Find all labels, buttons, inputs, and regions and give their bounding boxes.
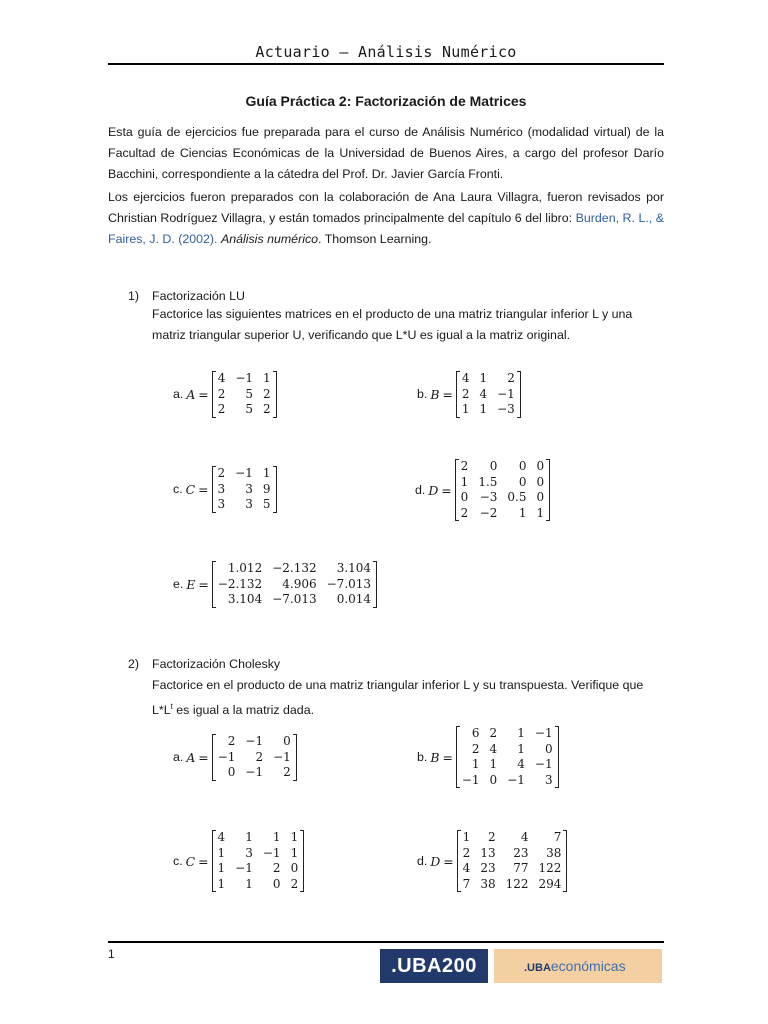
reference-book: Análisis numérico — [220, 232, 319, 246]
matrix-row — [212, 497, 276, 513]
matrix — [455, 459, 550, 521]
section-1-title: Factorización LU — [152, 289, 245, 303]
matrix-label: d. — [415, 483, 426, 497]
matrix-cell: 23 — [513, 845, 529, 860]
matrix-cell: 0 — [290, 861, 299, 875]
matrix-variable: D — [428, 482, 439, 498]
matrix-cell: 0 — [460, 490, 469, 504]
intro-paragraph-1: Esta guía de ejercicios fue preparada para el curso de Análisis Numérico (modalidad virtual) de la Facultad de Ciencias Económicas de la Universidad de Buenos Aires, a cargo del profesor Darío Bacchini, correspondiente a la cátedra del Prof. Dr. Javier García Fronti. — [108, 125, 664, 181]
matrix-cell: 1 — [479, 402, 488, 416]
matrix-variable: B — [430, 386, 440, 402]
matrix-cell: −2 — [479, 505, 498, 520]
matrix-brackets — [212, 734, 297, 781]
matrix-row — [212, 846, 304, 862]
footer-rule — [108, 941, 664, 943]
matrix-row — [455, 506, 549, 522]
matrix-cell: 2 — [460, 505, 469, 520]
section-2-text — [152, 675, 652, 721]
matrix-row — [212, 734, 296, 750]
matrix-brackets — [457, 830, 568, 892]
uba200-logo — [380, 949, 488, 983]
matrix-row — [457, 877, 567, 893]
matrix-brackets — [212, 371, 277, 418]
matrix-cell: 5 — [262, 497, 271, 511]
matrix-cell: 2 — [283, 765, 291, 779]
matrix-cell: 2 — [255, 749, 264, 764]
matrix-cell: −1 — [534, 726, 553, 740]
matrix-cell: 4 — [517, 757, 525, 771]
matrix-cell: 4 — [462, 861, 471, 875]
matrix-cell: 0 — [536, 474, 545, 489]
matrix-cell: 3 — [217, 481, 226, 496]
matrix-item — [415, 459, 550, 521]
matrix-variable: E — [186, 576, 196, 592]
matrix-label: e. — [173, 577, 184, 592]
matrix-cell: 1 — [245, 830, 253, 844]
matrix-cell: 38 — [546, 845, 562, 860]
matrix-cell: 0 — [272, 876, 281, 891]
matrix-cell: 1 — [479, 371, 488, 385]
matrix-cell: 0 — [536, 459, 545, 473]
matrix-cell: 1 — [272, 830, 281, 844]
matrix-cell: 1 — [517, 741, 525, 756]
matrix-cell: 2 — [217, 466, 226, 480]
matrix-cell: 2 — [227, 734, 236, 748]
matrix-cell: 1 — [536, 505, 545, 520]
matrix-cell: −1 — [507, 772, 525, 787]
matrix-cell: 4 — [461, 371, 470, 385]
matrix-item — [417, 371, 521, 418]
matrix-row — [456, 402, 520, 418]
matrix-variable: A — [186, 749, 196, 765]
matrix-cell: 0 — [518, 474, 527, 489]
equals-sign: = — [443, 853, 454, 869]
matrix-row — [212, 830, 304, 846]
matrix-variable: C — [185, 853, 196, 869]
matrix-cell: 0 — [227, 765, 236, 779]
matrix-cell: −1 — [273, 749, 291, 764]
doc-title: Guía Práctica 2: Factorización de Matrices — [245, 93, 527, 109]
matrix-cell: −3 — [497, 402, 515, 416]
matrix-cell: 1 — [517, 726, 525, 740]
matrix-cell: −1 — [461, 772, 480, 787]
matrix-row — [457, 830, 567, 846]
matrix-cell: −1 — [217, 749, 236, 764]
matrix-cell: 2 — [487, 830, 496, 844]
matrix-cell: 3 — [245, 497, 253, 511]
equals-sign: = — [198, 576, 209, 592]
matrix-cell: −2.132 — [217, 576, 263, 591]
matrix-cell: 3.104 — [227, 592, 263, 606]
matrix-cell: 0 — [489, 772, 498, 787]
matrix-cell: 2 — [471, 741, 480, 756]
matrix-cell: 0.5 — [507, 490, 527, 504]
matrix-item — [417, 726, 559, 788]
matrix-cell: 1 — [262, 466, 271, 480]
matrix-cell: 122 — [505, 876, 529, 891]
matrix-row — [456, 757, 558, 773]
matrix-cell: 2 — [489, 726, 498, 740]
matrix — [456, 371, 521, 418]
matrix-label: d. — [417, 854, 428, 868]
section-2-text-b: es igual a la matriz dada. — [172, 703, 315, 718]
matrix — [456, 726, 559, 788]
matrix-row — [212, 371, 276, 387]
matrix-label: b. — [417, 387, 428, 402]
matrix-cell: −1 — [497, 386, 515, 401]
matrix-cell: −1 — [235, 466, 253, 480]
matrix-cell: 1 — [290, 845, 299, 860]
reference-authors: Burden, R. L., & Faires, J. D. (2002). — [108, 211, 665, 246]
matrix-cell: 6 — [471, 726, 480, 740]
matrix-cell: 1 — [263, 371, 271, 385]
matrix-cell: −7.013 — [272, 592, 317, 606]
matrix-cell: 2 — [461, 386, 470, 401]
matrix-cell: 2 — [462, 845, 471, 860]
matrix-row — [457, 846, 567, 862]
matrix-cell: 3 — [245, 481, 253, 496]
matrix-cell: 9 — [262, 481, 271, 496]
matrix-cell: −3 — [479, 490, 498, 504]
matrix-cell: −1 — [235, 371, 254, 385]
matrix-row — [212, 387, 276, 403]
matrix-cell: 1 — [461, 402, 470, 416]
matrix-item — [173, 830, 304, 892]
matrix-cell: 4 — [489, 741, 498, 756]
matrix-cell: 7 — [553, 830, 562, 844]
matrix — [212, 830, 305, 892]
matrix-row — [212, 592, 376, 608]
matrix-variable: D — [430, 853, 441, 869]
matrix-cell: 1 — [462, 830, 471, 844]
equals-sign: = — [198, 386, 209, 402]
matrix-brackets — [212, 466, 277, 513]
equals-sign: = — [441, 482, 452, 498]
matrix-brackets — [212, 561, 377, 608]
matrix-row — [457, 861, 567, 877]
section-2-number: 2) — [128, 657, 140, 671]
matrix-row — [456, 371, 520, 387]
matrix-cell: 5 — [245, 402, 254, 416]
matrix-row — [212, 482, 276, 498]
matrix — [212, 734, 297, 781]
transpose-superscript: t — [170, 702, 173, 711]
matrix-cell: 0 — [283, 734, 291, 748]
matrix-row — [212, 861, 304, 877]
matrix-label: c. — [173, 482, 183, 497]
matrix-cell: 5 — [245, 386, 254, 401]
matrix-cell: 4 — [520, 830, 529, 844]
matrix-cell: 1.012 — [227, 561, 263, 575]
matrix-row — [455, 459, 549, 475]
matrix-cell: 0 — [536, 490, 545, 504]
section-1-number: 1) — [128, 289, 140, 303]
matrix-cell: 1 — [471, 757, 480, 771]
matrix-row — [212, 750, 296, 766]
reference-publisher: . Thomson Learning. — [318, 232, 432, 246]
matrix-cell: 4.906 — [282, 576, 317, 591]
matrix-cell: 0 — [489, 459, 498, 473]
matrix-row — [212, 561, 376, 577]
equals-sign: = — [442, 386, 453, 402]
matrix-cell: 1 — [217, 845, 226, 860]
section-2-text-a: Factorice en el producto de una matriz triangular inferior L y su transpuesta. Verifique que L*L — [152, 678, 644, 718]
matrix-cell: 2 — [263, 386, 271, 401]
matrix-cell: 1 — [489, 757, 498, 771]
matrix-cell: 2 — [263, 402, 271, 416]
matrix-cell: −1 — [245, 765, 264, 779]
matrix-cell: −7.013 — [326, 576, 372, 591]
matrix-row — [212, 765, 296, 781]
matrix-cell: 294 — [538, 876, 562, 891]
matrix-cell: 2 — [290, 876, 299, 891]
matrix-row — [456, 773, 558, 789]
matrix-cell: 1 — [460, 474, 469, 489]
matrix-cell: 2 — [272, 861, 281, 875]
matrix-row — [212, 877, 304, 893]
matrix-row — [212, 402, 276, 418]
matrix-variable: B — [430, 749, 440, 765]
matrix-cell: 0 — [518, 459, 527, 473]
matrix-cell: 3 — [217, 497, 226, 511]
matrix-cell: 1.5 — [478, 474, 498, 489]
matrix-cell: 0.014 — [336, 592, 372, 606]
matrix-cell: 0 — [544, 741, 553, 756]
matrix — [212, 561, 377, 608]
matrix-item — [173, 561, 377, 608]
matrix-label: a. — [173, 387, 184, 402]
matrix-cell: 4 — [217, 830, 226, 844]
matrix-cell: 4 — [217, 371, 226, 385]
matrix-label: b. — [417, 750, 428, 764]
uba-economicas-logo — [494, 949, 662, 983]
equals-sign: = — [198, 853, 209, 869]
uba200-logo-text: .UBA — [391, 955, 442, 977]
matrix-row — [212, 466, 276, 482]
section-1-text: Factorice las siguientes matrices en el producto de una matriz triangular inferior L y una matriz triangular superior U, verificando que L*U es igual a la matriz original. — [152, 307, 633, 342]
matrix-cell: 1 — [290, 830, 299, 844]
header-title: Actuario – Análisis Numérico — [255, 43, 517, 61]
matrix-row — [456, 726, 558, 742]
matrix-cell: 38 — [480, 876, 496, 891]
page-number: 1 — [108, 947, 115, 961]
matrix-cell: 3.104 — [336, 561, 372, 575]
matrix-cell: 122 — [538, 861, 562, 875]
matrix-brackets — [456, 726, 559, 788]
matrix-cell: 1 — [217, 876, 226, 891]
intro-paragraph-2 — [108, 187, 664, 250]
matrix-cell: 2 — [217, 402, 226, 416]
matrix-label: c. — [173, 854, 183, 868]
matrix-cell: 3 — [544, 772, 553, 787]
matrix-brackets — [455, 459, 550, 521]
matrix-cell: 77 — [513, 861, 529, 875]
matrix-cell: 2 — [507, 371, 515, 385]
equals-sign: = — [198, 481, 209, 497]
equals-sign: = — [198, 749, 209, 765]
matrix-variable: A — [186, 386, 196, 402]
matrix — [212, 466, 277, 513]
matrix-cell: −1 — [534, 757, 553, 771]
matrix-cell: 4 — [479, 386, 488, 401]
matrix-cell: −1 — [262, 845, 281, 860]
matrix-item — [417, 830, 567, 892]
matrix-cell: 3 — [245, 845, 253, 860]
equals-sign: = — [442, 749, 453, 765]
section-2-title: Factorización Cholesky — [152, 657, 281, 671]
matrix-cell: 2 — [460, 459, 469, 473]
matrix-cell: 23 — [480, 861, 496, 875]
matrix-brackets — [456, 371, 521, 418]
intro-text: Los ejercicios fueron preparados con la colaboración de Ana Laura Villagra, fueron revisados por Christian Rodríguez Villagra, y están tomados principalmente del capítulo 6 del libro: — [108, 190, 664, 225]
matrix-row — [455, 475, 549, 491]
matrix-item — [173, 371, 277, 418]
matrix-label: a. — [173, 750, 184, 765]
matrix-cell: 1 — [245, 876, 253, 891]
matrix-row — [455, 490, 549, 506]
matrix-cell: 13 — [480, 845, 496, 860]
matrix — [457, 830, 568, 892]
matrix-cell: 2 — [217, 386, 226, 401]
matrix-brackets — [212, 830, 305, 892]
uba-economicas-logo-text: económicas — [550, 958, 626, 974]
matrix-row — [456, 742, 558, 758]
matrix — [212, 371, 277, 418]
matrix-cell: −1 — [235, 861, 253, 875]
matrix-variable: C — [185, 481, 196, 497]
matrix-item — [173, 466, 277, 513]
matrix-item — [173, 734, 297, 781]
header-rule — [108, 63, 664, 65]
matrix-cell: 7 — [462, 876, 471, 891]
matrix-cell: 1 — [518, 505, 527, 520]
uba200-logo-number: 200 — [442, 955, 477, 977]
matrix-cell: −2.132 — [272, 561, 317, 575]
matrix-row — [212, 577, 376, 593]
matrix-cell: 1 — [217, 861, 226, 875]
uba-economicas-logo-prefix: .UBA — [524, 962, 551, 974]
matrix-row — [456, 387, 520, 403]
matrix-cell: −1 — [245, 734, 264, 748]
